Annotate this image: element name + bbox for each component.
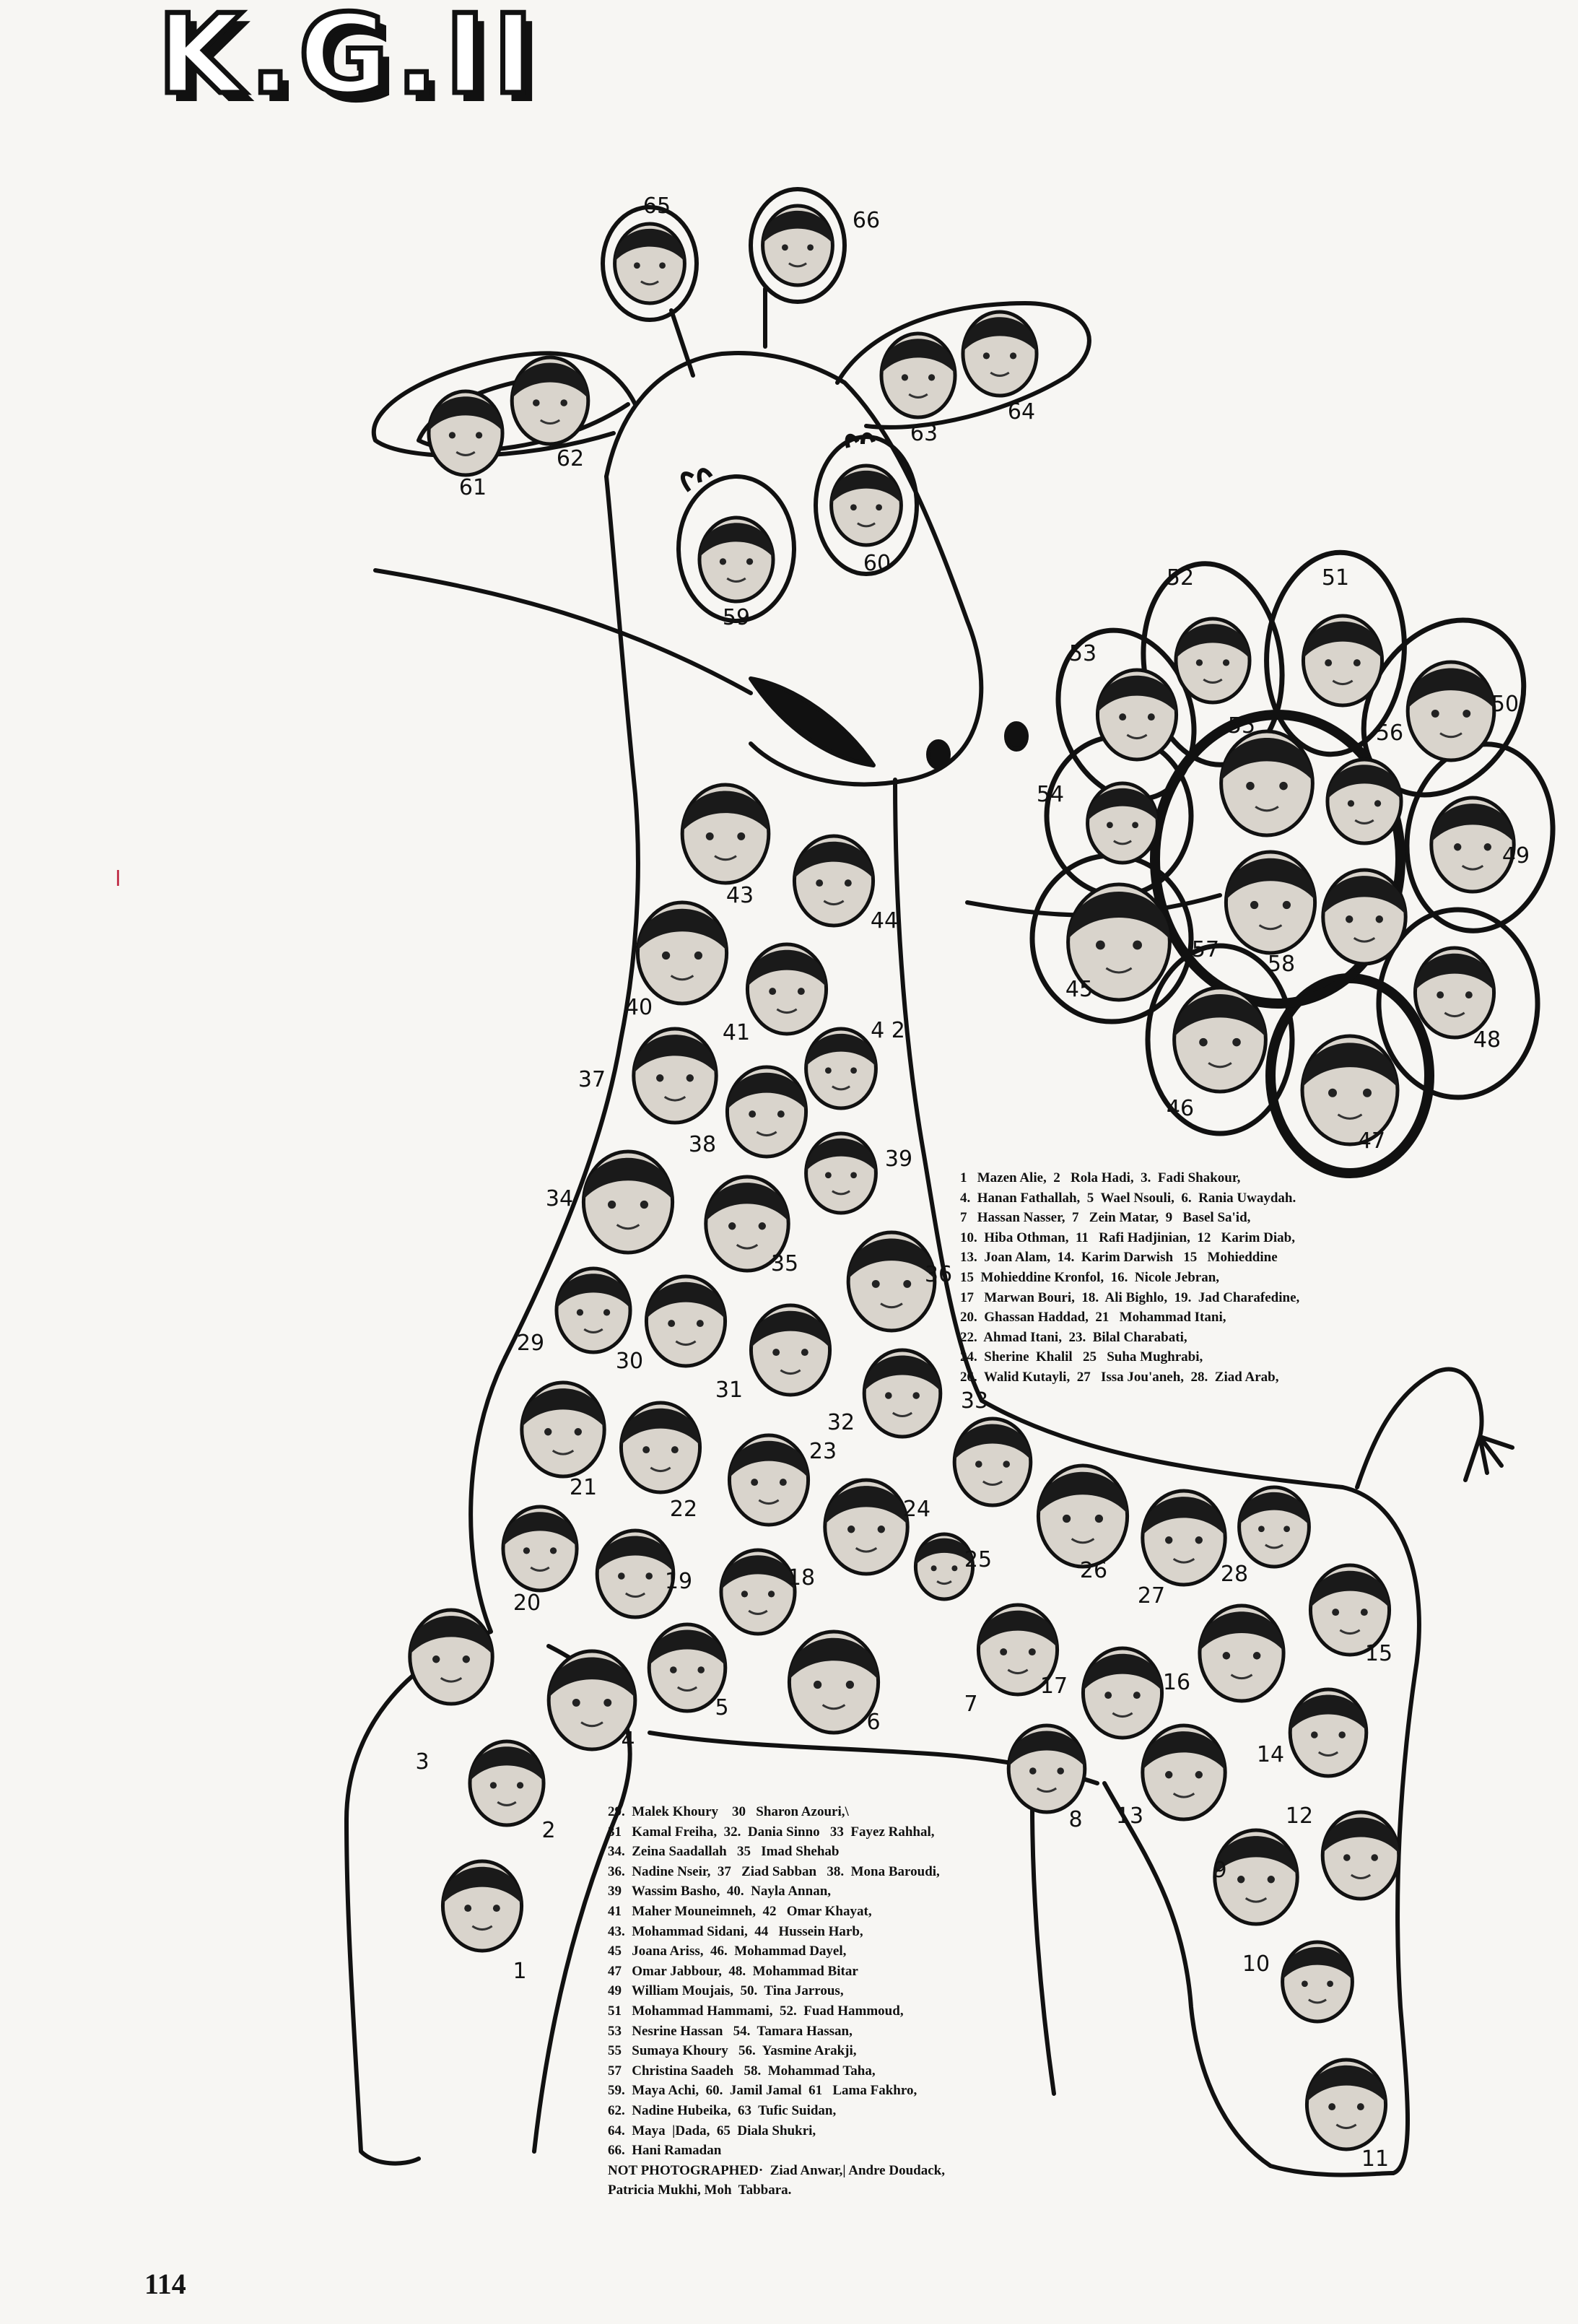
- photo-eye: [1357, 2103, 1364, 2110]
- page-title: K.G.II: [157, 0, 541, 118]
- photo-number-label: 61: [458, 475, 487, 500]
- photo-number-label: 44: [870, 908, 899, 933]
- page-number: 114: [144, 2268, 186, 2300]
- photo-number-label: 6: [866, 1710, 881, 1735]
- photo-eye: [1195, 1536, 1203, 1544]
- photo-eye: [850, 1172, 857, 1178]
- photo-eye: [807, 244, 814, 251]
- photo-number-label: 55: [1227, 713, 1256, 739]
- photo-number-label: 59: [722, 605, 751, 630]
- photo-eye: [493, 1905, 500, 1912]
- photo-eye: [656, 1074, 663, 1082]
- photo-eye: [662, 952, 670, 959]
- caption-line: 29. Malek Khoury 30 Sharon Azouri,\: [608, 1804, 849, 1819]
- caption-line: 43. Mohammad Sidani, 44 Hussein Harb,: [608, 1923, 863, 1939]
- photo-number-label: 48: [1473, 1027, 1501, 1053]
- photo-number-label: 20: [513, 1590, 541, 1616]
- photo-eye: [1133, 941, 1142, 950]
- photo-eye: [1000, 1648, 1007, 1655]
- photo-eye: [577, 1309, 583, 1315]
- photo-number-label: 28: [1220, 1562, 1249, 1587]
- photo-eye: [720, 558, 726, 565]
- photo-eye: [1132, 822, 1138, 828]
- caption-line: 53 Nesrine Hassan 54. Tamara Hassan,: [608, 2023, 853, 2039]
- photo-eye: [1237, 1876, 1244, 1883]
- photo-eye: [1003, 1461, 1010, 1468]
- photo-eye: [697, 1320, 704, 1327]
- photo-eye: [1104, 1692, 1112, 1699]
- photo-eye: [1165, 1536, 1172, 1544]
- photo-eye: [1348, 800, 1354, 806]
- caption-line: 51 Mohammad Hammami, 52. Fuad Hammoud,: [608, 2003, 904, 2019]
- photo-number-label: 2: [541, 1818, 556, 1843]
- caption-line: 62. Nadine Hubeika, 63 Tufic Suidan,: [608, 2102, 837, 2118]
- caption-line: 24. Sherine Khalil 25 Suha Mughrabi,: [960, 1349, 1203, 1365]
- photo-eye: [876, 504, 882, 510]
- photo-eye: [825, 1067, 832, 1074]
- photo-number-label: 26: [1079, 1558, 1108, 1583]
- caption-line: 10. Hiba Othman, 11 Rafi Hadjinian, 12 Karim Diab,: [960, 1230, 1295, 1245]
- photo-number-label: 40: [624, 995, 653, 1020]
- photo-number-label: 50: [1491, 692, 1520, 717]
- photo-eye: [1338, 1731, 1346, 1738]
- photo-eye: [1063, 1515, 1071, 1523]
- photo-eye: [1283, 901, 1291, 909]
- giraffe-whisker: [375, 570, 751, 693]
- photo-eye: [825, 1172, 832, 1178]
- photo-eye: [850, 1067, 857, 1074]
- photo-eye: [1010, 352, 1016, 359]
- photo-eye: [975, 1461, 982, 1468]
- photo-eye: [1195, 1771, 1203, 1778]
- photo-eye: [1463, 710, 1470, 718]
- photo-eye: [1199, 1038, 1208, 1047]
- photo-eye: [560, 399, 567, 406]
- caption-line: 20. Ghassan Haddad, 21 Mohammad Itani,: [960, 1310, 1226, 1326]
- photo-eye: [1096, 941, 1105, 950]
- photo-eye: [746, 558, 753, 565]
- photo-eye: [697, 1666, 705, 1674]
- photo-eye: [640, 1201, 648, 1209]
- caption-line: 7 Hassan Nasser, 7 Zein Matar, 9 Basel Sa'id,: [960, 1210, 1251, 1226]
- photo-eye: [1311, 1731, 1318, 1738]
- photo-number-label: 17: [1039, 1674, 1068, 1699]
- photo-eye: [1325, 659, 1332, 666]
- photo-eye: [1057, 1767, 1064, 1775]
- photo-number-label: 3: [415, 1749, 430, 1775]
- photo-number-label: 38: [688, 1132, 717, 1157]
- photo-eye: [668, 1320, 675, 1327]
- photo-eye: [777, 1110, 785, 1118]
- photo-eye: [1437, 991, 1444, 998]
- photo-number-label: 58: [1267, 952, 1296, 977]
- caption-line: 22. Ahmad Itani, 23. Bilal Charabati,: [960, 1329, 1187, 1345]
- photo-eye: [1374, 800, 1381, 806]
- photo-eye: [1465, 991, 1473, 998]
- photo-number-label: 60: [863, 551, 892, 576]
- caption-line: 39 Wassim Basho, 40. Nayla Annan,: [608, 1884, 832, 1899]
- caption-line: 15 Mohieddine Kronfol, 16. Nicole Jebran,: [960, 1269, 1220, 1285]
- photo-number-label: 24: [902, 1497, 931, 1522]
- photo-eye: [1332, 1609, 1339, 1616]
- photo-number-label: 13: [1115, 1803, 1144, 1829]
- photo-eye: [801, 1349, 808, 1356]
- photo-number-label: 31: [715, 1378, 744, 1403]
- photo-number-label: 15: [1364, 1641, 1393, 1666]
- photo-eye: [671, 1446, 679, 1453]
- photo-eye: [931, 1565, 937, 1571]
- photo-eye: [463, 1655, 470, 1663]
- caption-line: 66. Hani Ramadan: [608, 2143, 722, 2159]
- photo-number-label: 32: [827, 1410, 855, 1435]
- photo-number-label: 53: [1068, 641, 1097, 666]
- photo-eye: [686, 1074, 694, 1082]
- photo-eye: [1223, 659, 1229, 666]
- photo-eye: [737, 832, 745, 840]
- photo-number-label: 33: [960, 1388, 989, 1414]
- photo-eye: [749, 1110, 756, 1118]
- photo-eye: [603, 1309, 610, 1315]
- photo-eye: [850, 504, 857, 510]
- photo-eye: [706, 832, 714, 840]
- giraffe-tail: [1357, 1369, 1482, 1487]
- giraffe-ear-left: [374, 353, 635, 456]
- photo-eye: [642, 1446, 650, 1453]
- photo-number-label: 7: [964, 1692, 978, 1717]
- photo-number-label: 51: [1321, 565, 1350, 591]
- photo-eye: [449, 432, 455, 438]
- caption-line: 17 Marwan Bouri, 18. Ali Bighlo, 19. Jad Charafedine,: [960, 1289, 1300, 1305]
- photo-number-label: 54: [1036, 782, 1065, 807]
- photo-number-label: 22: [669, 1497, 698, 1522]
- photo-eye: [523, 1547, 530, 1554]
- photo-eye: [1302, 1980, 1308, 1987]
- photo-eye: [694, 952, 702, 959]
- photo-eye: [550, 1547, 557, 1554]
- photo-number-label: 1: [513, 1959, 527, 1984]
- caption-line: 64. Maya |Dada, 65 Diala Shukri,: [608, 2123, 816, 2138]
- photo-number-label: 35: [770, 1251, 799, 1276]
- photo-eye: [432, 1655, 440, 1663]
- photo-eye: [670, 1666, 677, 1674]
- photo-number-label: 62: [556, 446, 585, 471]
- photo-eye: [798, 988, 805, 995]
- photo-eye: [517, 1782, 523, 1788]
- photo-number-label: 11: [1361, 2146, 1390, 2172]
- photo-number-label: 21: [569, 1475, 598, 1500]
- photo-eye: [645, 1572, 653, 1580]
- photo-eye: [751, 1479, 758, 1486]
- photo-number-label: 47: [1357, 1128, 1386, 1154]
- photo-eye: [572, 1699, 580, 1707]
- photo-number-label: 29: [516, 1331, 545, 1356]
- photo-eye: [1327, 1980, 1333, 1987]
- photo-eye: [1279, 782, 1288, 791]
- photo-number-label: 63: [910, 421, 938, 446]
- photo-eye: [544, 1428, 552, 1435]
- photo-number-label: 49: [1501, 843, 1530, 869]
- photo-eye: [846, 1681, 854, 1689]
- photo-number-label: 25: [964, 1547, 993, 1572]
- photo-eye: [1363, 1089, 1372, 1097]
- photo-eye: [1253, 1652, 1261, 1660]
- photo-number-label: 41: [722, 1020, 751, 1045]
- photo-eye: [1361, 1609, 1368, 1616]
- photo-eye: [1484, 843, 1491, 850]
- photo-number-label: 27: [1137, 1583, 1166, 1609]
- photo-eye: [1246, 782, 1255, 791]
- photo-eye: [769, 988, 776, 995]
- photo-eye: [1353, 659, 1361, 666]
- photo-eye: [816, 879, 823, 887]
- photo-eye: [618, 1572, 625, 1580]
- photo-number-label: 37: [577, 1067, 606, 1092]
- photo-number-label: 46: [1166, 1096, 1195, 1121]
- photo-eye: [575, 1428, 582, 1435]
- caption-line: 59. Maya Achi, 60. Jamil Jamal 61 Lama Fakhro,: [608, 2083, 917, 2099]
- caption-line: 55 Sumaya Khoury 56. Yasmine Arakji,: [608, 2043, 857, 2059]
- photo-number-label: 16: [1162, 1670, 1191, 1695]
- caption-line: 36. Nadine Nseir, 37 Ziad Sabban 38. Mona Baroudi,: [608, 1863, 940, 1879]
- photo-eye: [912, 1392, 920, 1399]
- photo-eye: [759, 1222, 766, 1230]
- photo-eye: [728, 1222, 736, 1230]
- photo-number-label: 45: [1065, 977, 1094, 1002]
- photo-number-label: 9: [1213, 1858, 1227, 1883]
- caption-line: 34. Zeina Saadallah 35 Imad Shehab: [608, 1844, 840, 1860]
- photo-number-label: 23: [808, 1439, 837, 1464]
- photo-eye: [1454, 843, 1461, 850]
- photo-number-label: 4 2: [871, 1018, 905, 1043]
- photo-number-label: 64: [1007, 399, 1036, 425]
- photo-eye: [1223, 1652, 1231, 1660]
- photo-eye: [1371, 1854, 1378, 1861]
- photo-eye: [983, 352, 990, 359]
- caption-bottom: [608, 1802, 945, 2201]
- margin-mark: [117, 870, 119, 886]
- photo-eye: [1343, 1854, 1351, 1861]
- photo-eye: [872, 1280, 880, 1288]
- caption-line: 49 William Moujais, 50. Tina Jarrous,: [608, 1983, 844, 1999]
- photo-number-label: 52: [1166, 565, 1195, 591]
- caption-line: 13. Joan Alam, 14. Karim Darwish 15 Mohieddine: [960, 1250, 1278, 1266]
- photo-number-label: 12: [1285, 1803, 1314, 1829]
- photo-number-label: 30: [615, 1349, 644, 1374]
- photo-eye: [464, 1905, 471, 1912]
- photo-eye: [1148, 713, 1155, 721]
- giraffe-nostril-left: [928, 741, 949, 767]
- caption-line: 47 Omar Jabbour, 48. Mohammad Bitar: [608, 1963, 858, 1979]
- photo-eye: [1029, 1767, 1037, 1775]
- photo-number-label: 10: [1242, 1951, 1270, 1977]
- photo-number-label: 56: [1375, 721, 1404, 746]
- photo-eye: [1268, 1876, 1275, 1883]
- photo-eye: [1133, 1692, 1141, 1699]
- photo-eye: [476, 432, 482, 438]
- photo-eye: [1431, 710, 1439, 718]
- caption-line: 45 Joana Ariss, 46. Mohammad Dayel,: [608, 1944, 847, 1959]
- photo-number-label: 8: [1068, 1807, 1083, 1832]
- photo-eye: [1165, 1771, 1172, 1778]
- photo-eye: [902, 374, 908, 380]
- photo-eye: [928, 374, 935, 380]
- photo-eye: [878, 1526, 885, 1533]
- caption-line: 57 Christina Saadeh 58. Mohammad Taha,: [608, 2063, 876, 2079]
- photo-number-label: 66: [852, 208, 881, 233]
- photo-number-label: 57: [1191, 937, 1220, 962]
- photo-eye: [1376, 915, 1383, 923]
- photo-eye: [533, 399, 540, 406]
- caption-line: Patricia Mukhi, Moh Tabbara.: [608, 2182, 792, 2198]
- photo-number-label: 5: [715, 1695, 729, 1720]
- caption-line: 1 Mazen Alie, 2 Rola Hadi, 3. Fadi Shakour,: [960, 1170, 1241, 1185]
- photo-eye: [951, 1565, 957, 1571]
- photo-eye: [1346, 915, 1353, 923]
- photo-eye: [780, 1479, 787, 1486]
- photo-eye: [1328, 2103, 1335, 2110]
- photo-number-label: 18: [787, 1565, 816, 1590]
- photo-eye: [768, 1590, 775, 1597]
- photo-eye: [608, 1201, 616, 1209]
- photo-eye: [1107, 822, 1113, 828]
- photo-eye: [1232, 1038, 1241, 1047]
- photo-number-label: 4: [621, 1728, 635, 1753]
- photo-eye: [1283, 1526, 1290, 1532]
- caption-line: NOT PHOTOGRAPHED· Ziad Anwar,| Andre Doudack,: [608, 2162, 945, 2178]
- photo-number-label: 19: [664, 1569, 693, 1594]
- caption-top: [960, 1168, 1299, 1388]
- caption-line: 41 Maher Mouneimneh, 42 Omar Khayat,: [608, 1903, 872, 1919]
- photo-eye: [1095, 1515, 1103, 1523]
- photo-eye: [772, 1349, 780, 1356]
- photo-eye: [741, 1590, 748, 1597]
- photo-eye: [903, 1280, 911, 1288]
- photo-number-label: 65: [642, 193, 671, 219]
- photo-eye: [1029, 1648, 1036, 1655]
- photo-eye: [659, 262, 666, 269]
- photo-eye: [634, 262, 640, 269]
- photo-number-label: 39: [884, 1146, 913, 1172]
- caption-line: 31 Kamal Freiha, 32. Dania Sinno 33 Fayez Rahhal,: [608, 1824, 935, 1840]
- photo-number-label: 43: [725, 883, 754, 908]
- photo-eye: [847, 1526, 855, 1533]
- photo-eye: [1250, 901, 1258, 909]
- giraffe-nostril-right: [1006, 723, 1026, 749]
- photo-eye: [782, 244, 788, 251]
- photo-eye: [1196, 659, 1203, 666]
- photo-eye: [1328, 1089, 1337, 1097]
- photo-eye: [885, 1392, 892, 1399]
- caption-line: 4. Hanan Fathallah, 5 Wael Nsouli, 6. Rania Uwaydah.: [960, 1190, 1296, 1206]
- photo-eye: [814, 1681, 821, 1689]
- giraffe-leg-back-inner: [1032, 1805, 1054, 2094]
- caption-line: 26. Walid Kutayli, 27 Issa Jou'aneh, 28. Ziad Arab,: [960, 1369, 1279, 1385]
- photo-number-label: 34: [545, 1186, 574, 1211]
- photo-eye: [1119, 713, 1126, 721]
- photo-number-label: 36: [924, 1262, 953, 1287]
- giraffe-tail-tuft: [1465, 1437, 1512, 1480]
- photo-eye: [1258, 1526, 1265, 1532]
- photo-eye: [490, 1782, 497, 1788]
- photo-eye: [845, 879, 852, 887]
- photo-number-label: 14: [1256, 1742, 1285, 1767]
- giraffe-mouth: [751, 679, 873, 765]
- photo-eye: [603, 1699, 611, 1707]
